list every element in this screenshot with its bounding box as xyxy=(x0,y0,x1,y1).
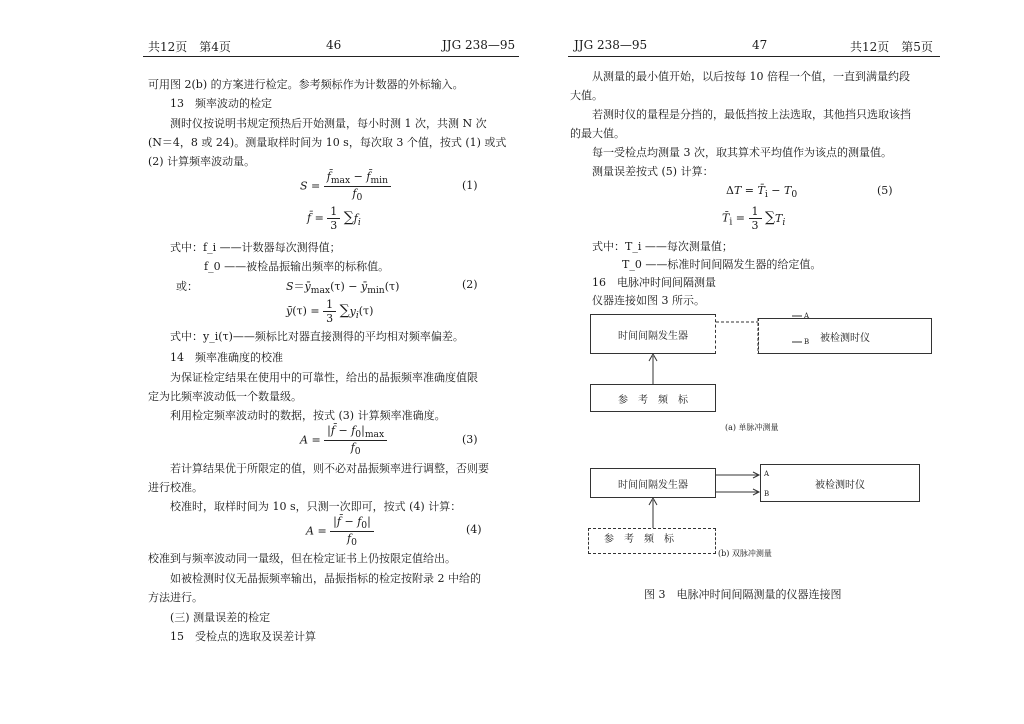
diagram-a-caption: (a) 单脉冲测量 xyxy=(725,423,779,432)
text-line: f_0 ——被检晶振输出频率的标称值。 xyxy=(204,260,390,273)
left-header-standard: JJG 238—95 xyxy=(442,38,516,52)
equation-2-number: (2) xyxy=(462,278,478,291)
left-header-pages: 共12页 第4页 xyxy=(148,40,231,54)
diagram-b-caption: (b) 双脉冲测量 xyxy=(718,549,772,558)
figure-caption: 图 3 电脉冲时间间隔测量的仪器连接图 xyxy=(644,588,842,601)
text-line: 校准到与频率波动同一量级，但在检定证书上仍按限定值给出。 xyxy=(148,552,456,565)
right-header-pages: 共12页 第5页 xyxy=(850,40,933,54)
section-heading: 13 频率波动的检定 xyxy=(170,97,272,110)
section-heading: 15 受检点的选取及误差计算 xyxy=(170,630,316,643)
diagram-b-reference-label: 参 考 频 标 xyxy=(604,534,674,545)
equation-4-number: (4) xyxy=(466,523,482,536)
right-page-number: 47 xyxy=(752,38,768,52)
text-line: (2) 计算频率波动量。 xyxy=(148,155,256,168)
diagram-b-port-b: B xyxy=(764,490,770,498)
text-line: 式中：T_i ——每次测量值； xyxy=(592,240,733,253)
diagram-b-connections xyxy=(512,0,1024,724)
section-heading: (三) 测量误差的检定 xyxy=(170,611,271,624)
text-line: 每一受检点均测量 3 次，取其算术平均值作为该点的测量值。 xyxy=(592,146,892,159)
diagram-a-device-label: 被检测时仪 xyxy=(820,332,870,344)
text-line: 进行校准。 xyxy=(148,481,203,494)
text-line: 可用图 2(b) 的方案进行检定。参考频标作为计数器的外标输入。 xyxy=(148,78,464,91)
section-heading: 16 电脉冲时间间隔测量 xyxy=(592,276,716,289)
equation-1-mean: f̄ = $\frac{1}{3}$ $\sum f_i$ xyxy=(307,205,361,232)
text-line: 测时仪按说明书规定预热后开始测量，每小时测 1 次，共测 N 次 xyxy=(170,117,487,130)
equation-1: S = $\frac{f̄_{max} - f̄_{min}}{f_0}$ xyxy=(300,170,391,203)
left-header-rule xyxy=(143,56,519,57)
equation-2: $S=ȳ_{max}(\tau)$ − $ȳ_{min}(\tau)$ xyxy=(286,280,400,297)
diagram-b-generator-label: 时间间隔发生器 xyxy=(618,479,688,491)
equation-5-number: (5) xyxy=(877,184,893,197)
text-line: 定为比频率波动低一个数量级。 xyxy=(148,390,302,403)
text-line: 方法进行。 xyxy=(148,591,203,604)
text-line: 测量误差按式 (5) 计算： xyxy=(592,165,714,178)
equation-2-mean: ȳ(τ) = $\frac{1}{3}$ $\sum y_i(\tau)$ xyxy=(286,298,374,325)
text-line: 利用检定频率波动时的数据，按式 (3) 计算频率准确度。 xyxy=(170,409,446,422)
equation-3: A = $\frac{|f̄ - f_0|_{max}}{f_0}$ xyxy=(300,424,387,457)
text-line: 校准时，取样时间为 10 s，只测一次即可，按式 (4) 计算： xyxy=(170,500,462,513)
text-line: 式中：y_i(τ)——频标比对器直接测得的平均相对频率偏差。 xyxy=(170,330,464,343)
diagram-b-port-a: A xyxy=(764,470,770,478)
text-line: 为保证检定结果在使用中的可靠性，给出的晶振频率准确度值限 xyxy=(170,371,478,384)
text-line: 如被检测时仪无晶振频率输出，晶振指标的检定按附录 2 中给的 xyxy=(170,572,481,585)
diagram-b-device-label: 被检测时仪 xyxy=(815,479,865,491)
left-page-number: 46 xyxy=(326,38,342,52)
equation-4: A = $\frac{|f̄ - f_0|}{f_0}$ xyxy=(306,515,374,548)
text-line: 的最大值。 xyxy=(570,127,625,140)
equation-3-number: (3) xyxy=(462,433,478,446)
text-line: 或： xyxy=(176,280,198,293)
text-line: 式中：f_i ——计数器每次测得值； xyxy=(170,241,341,254)
text-line: T_0 ——标准时间间隔发生器的给定值。 xyxy=(622,258,822,271)
text-line: (N＝4，8 或 24)。测量取样时间为 10 s，每次取 3 个值，按式 (1) 或式 xyxy=(148,136,507,149)
text-line: 仪器连接如图 3 所示。 xyxy=(592,294,705,307)
text-line: 若计算结果优于所限定的值，则不必对晶振频率进行调整，否则要 xyxy=(170,462,489,475)
text-line: 大值。 xyxy=(570,89,603,102)
right-page xyxy=(512,0,1024,724)
diagram-a-port-b: B xyxy=(804,338,810,346)
diagram-a-generator-label: 时间间隔发生器 xyxy=(618,330,688,342)
text-line: 从测量的最小值开始，以后按每 10 倍程一个值，一直到满量约段 xyxy=(592,70,910,83)
section-heading: 14 频率准确度的校准 xyxy=(170,351,283,364)
diagram-a-port-a: A xyxy=(804,312,810,320)
equation-1-number: (1) xyxy=(462,179,478,192)
right-header-standard: JJG 238—95 xyxy=(574,38,648,52)
text-line: 若测时仪的量程是分挡的，最低挡按上法选取，其他挡只选取该挡 xyxy=(592,108,911,121)
equation-5: $\Delta T = T̄_i - T_0$ xyxy=(726,184,798,201)
diagram-a-reference-label: 参 考 频 标 xyxy=(618,394,688,406)
equation-5-mean: $T̄_i$ = $\frac{1}{3}$ $\sum T_i$ xyxy=(722,205,786,232)
